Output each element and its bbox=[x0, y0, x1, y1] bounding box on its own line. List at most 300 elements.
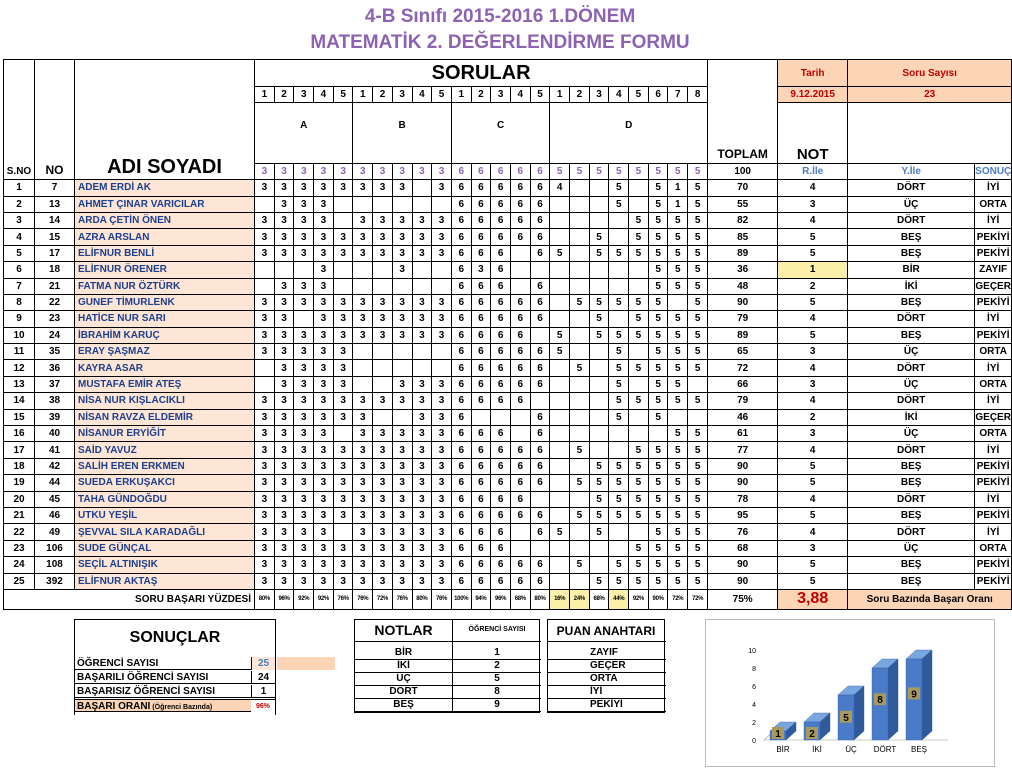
question-percent: 76% bbox=[333, 589, 353, 609]
score-cell: 3 bbox=[412, 212, 432, 228]
score-cell bbox=[609, 426, 629, 442]
student-yile: BEŞ bbox=[848, 573, 975, 589]
score-cell: 5 bbox=[589, 311, 609, 327]
score-cell bbox=[530, 540, 550, 556]
score-cell bbox=[333, 262, 353, 278]
score-cell: 3 bbox=[373, 327, 393, 343]
score-cell bbox=[412, 344, 432, 360]
score-cell: 3 bbox=[392, 294, 412, 310]
score-cell: 3 bbox=[333, 573, 353, 589]
student-result: İYİ bbox=[975, 524, 1012, 540]
puan-row: PEKİYİ bbox=[548, 699, 666, 712]
score-cell: 6 bbox=[491, 524, 511, 540]
score-cell bbox=[570, 393, 590, 409]
student-yile: BEŞ bbox=[848, 557, 975, 573]
score-cell: 6 bbox=[530, 311, 550, 327]
student-yile: ÜÇ bbox=[848, 426, 975, 442]
score-cell: 6 bbox=[491, 294, 511, 310]
student-total: 46 bbox=[708, 409, 778, 425]
score-cell bbox=[550, 393, 570, 409]
score-cell: 5 bbox=[648, 262, 668, 278]
data-label: 8 bbox=[877, 695, 883, 707]
student-total: 85 bbox=[708, 229, 778, 245]
student-sno: 21 bbox=[4, 507, 35, 523]
score-cell: 3 bbox=[314, 524, 334, 540]
score-cell: 6 bbox=[471, 229, 491, 245]
question-points: 5 bbox=[550, 163, 570, 179]
score-cell: 3 bbox=[294, 360, 314, 376]
score-cell: 6 bbox=[471, 180, 491, 196]
question-percent: 96% bbox=[491, 589, 511, 609]
score-cell: 5 bbox=[668, 540, 688, 556]
notlar-row-label: BEŞ bbox=[393, 699, 414, 710]
score-cell: 5 bbox=[550, 524, 570, 540]
score-cell: 6 bbox=[491, 360, 511, 376]
student-sno: 17 bbox=[4, 442, 35, 458]
student-rile: 5 bbox=[778, 475, 848, 491]
puan-title: PUAN ANAHTARI bbox=[556, 624, 656, 638]
score-cell: 3 bbox=[392, 311, 412, 327]
score-cell bbox=[589, 360, 609, 376]
student-rile: 3 bbox=[778, 376, 848, 392]
score-cell: 5 bbox=[648, 557, 668, 573]
score-cell: 5 bbox=[668, 442, 688, 458]
score-cell: 5 bbox=[629, 327, 649, 343]
student-result: ORTA bbox=[975, 196, 1012, 212]
score-cell: 6 bbox=[471, 524, 491, 540]
score-cell bbox=[530, 393, 550, 409]
student-no: 41 bbox=[35, 442, 75, 458]
score-cell: 5 bbox=[688, 491, 708, 507]
score-cell: 3 bbox=[392, 540, 412, 556]
score-cell: 5 bbox=[688, 212, 708, 228]
student-name: NİSA NUR KIŞLACIKLI bbox=[75, 393, 255, 409]
score-cell bbox=[392, 278, 412, 294]
table-row bbox=[4, 491, 1012, 507]
score-cell: 6 bbox=[530, 557, 550, 573]
table-row bbox=[4, 524, 1012, 540]
score-cell: 5 bbox=[589, 491, 609, 507]
student-result: ORTA bbox=[975, 344, 1012, 360]
score-cell: 5 bbox=[688, 393, 708, 409]
score-cell: 5 bbox=[688, 557, 708, 573]
score-cell: 6 bbox=[471, 327, 491, 343]
score-cell: 3 bbox=[432, 573, 452, 589]
score-cell: 3 bbox=[255, 294, 275, 310]
score-cell: 3 bbox=[314, 262, 334, 278]
header-tarih-value: 9.12.2015 bbox=[778, 87, 848, 103]
header-row-1 bbox=[4, 60, 1012, 87]
student-rile: 5 bbox=[778, 327, 848, 343]
question-percent: 76% bbox=[432, 589, 452, 609]
score-cell: 3 bbox=[353, 409, 373, 425]
score-cell bbox=[432, 196, 452, 212]
score-cell: 3 bbox=[333, 294, 353, 310]
student-rile: 5 bbox=[778, 229, 848, 245]
score-cell: 3 bbox=[333, 311, 353, 327]
score-cell bbox=[570, 344, 590, 360]
score-cell: 3 bbox=[373, 212, 393, 228]
score-cell: 5 bbox=[609, 327, 629, 343]
score-cell: 3 bbox=[314, 294, 334, 310]
score-cell: 3 bbox=[274, 442, 294, 458]
score-cell: 5 bbox=[629, 360, 649, 376]
score-cell bbox=[629, 180, 649, 196]
score-cell: 5 bbox=[668, 262, 688, 278]
score-cell: 3 bbox=[333, 540, 353, 556]
student-total: 89 bbox=[708, 245, 778, 261]
score-cell bbox=[255, 360, 275, 376]
score-cell bbox=[570, 426, 590, 442]
score-cell: 3 bbox=[373, 573, 393, 589]
score-cell: 6 bbox=[510, 212, 530, 228]
score-cell: 6 bbox=[530, 442, 550, 458]
score-cell: 6 bbox=[530, 229, 550, 245]
question-number: 5 bbox=[432, 87, 452, 103]
group-label-a: A bbox=[255, 103, 353, 147]
student-name: İBRAHİM KARUÇ bbox=[75, 327, 255, 343]
score-cell: 6 bbox=[530, 180, 550, 196]
score-cell: 3 bbox=[314, 475, 334, 491]
score-cell bbox=[530, 327, 550, 343]
header-sno: S.NO bbox=[4, 60, 35, 180]
score-cell bbox=[570, 212, 590, 228]
table-row bbox=[4, 344, 1012, 360]
student-no: 37 bbox=[35, 376, 75, 392]
score-cell bbox=[432, 278, 452, 294]
score-cell: 3 bbox=[274, 196, 294, 212]
score-cell: 5 bbox=[648, 311, 668, 327]
score-cell bbox=[570, 327, 590, 343]
score-cell: 5 bbox=[609, 507, 629, 523]
score-cell: 6 bbox=[451, 212, 471, 228]
score-cell bbox=[629, 196, 649, 212]
score-cell: 5 bbox=[629, 540, 649, 556]
header-tarih-label: Tarih bbox=[778, 60, 848, 87]
student-name: SALİH EREN ERKMEN bbox=[75, 458, 255, 474]
question-number: 2 bbox=[373, 87, 393, 103]
score-cell: 3 bbox=[274, 393, 294, 409]
student-no: 18 bbox=[35, 262, 75, 278]
table-row bbox=[4, 376, 1012, 392]
score-cell bbox=[353, 360, 373, 376]
score-cell: 3 bbox=[274, 524, 294, 540]
score-cell: 5 bbox=[648, 180, 668, 196]
student-name: ELİFNUR ÖRENER bbox=[75, 262, 255, 278]
notlar-row-value: 9 bbox=[494, 699, 500, 710]
sonuclar-row-value: 25 bbox=[251, 657, 275, 670]
score-cell: 5 bbox=[629, 229, 649, 245]
score-cell: 5 bbox=[589, 507, 609, 523]
student-rile: 5 bbox=[778, 458, 848, 474]
score-cell: 6 bbox=[471, 376, 491, 392]
student-yile: DÖRT bbox=[848, 212, 975, 228]
student-result: PEKİYİ bbox=[975, 245, 1012, 261]
score-cell: 5 bbox=[688, 311, 708, 327]
score-cell: 6 bbox=[510, 360, 530, 376]
score-cell: 5 bbox=[648, 245, 668, 261]
score-cell bbox=[491, 409, 511, 425]
score-cell bbox=[570, 278, 590, 294]
score-cell bbox=[550, 376, 570, 392]
score-cell: 5 bbox=[668, 393, 688, 409]
score-cell: 3 bbox=[314, 507, 334, 523]
score-cell: 6 bbox=[530, 507, 550, 523]
score-cell: 6 bbox=[491, 557, 511, 573]
score-cell: 5 bbox=[668, 212, 688, 228]
score-cell bbox=[589, 344, 609, 360]
student-sno: 5 bbox=[4, 245, 35, 261]
data-label: 5 bbox=[843, 712, 849, 724]
score-cell: 3 bbox=[255, 442, 275, 458]
question-number: 4 bbox=[314, 87, 334, 103]
score-cell bbox=[570, 196, 590, 212]
score-cell: 5 bbox=[609, 294, 629, 310]
score-cell: 3 bbox=[373, 507, 393, 523]
score-cell: 3 bbox=[314, 278, 334, 294]
score-cell: 3 bbox=[274, 426, 294, 442]
score-cell: 3 bbox=[353, 507, 373, 523]
student-yile: DÖRT bbox=[848, 311, 975, 327]
score-cell bbox=[550, 426, 570, 442]
student-name: UTKU YEŞİL bbox=[75, 507, 255, 523]
score-cell: 3 bbox=[412, 458, 432, 474]
student-rile: 5 bbox=[778, 245, 848, 261]
student-no: 40 bbox=[35, 426, 75, 442]
score-cell: 3 bbox=[353, 426, 373, 442]
score-cell bbox=[589, 180, 609, 196]
score-cell bbox=[570, 245, 590, 261]
group-label-d: D bbox=[550, 103, 708, 147]
score-cell bbox=[255, 278, 275, 294]
question-number: 6 bbox=[648, 87, 668, 103]
student-result: İYİ bbox=[975, 442, 1012, 458]
table-row bbox=[4, 442, 1012, 458]
score-cell: 3 bbox=[255, 491, 275, 507]
score-cell: 5 bbox=[648, 376, 668, 392]
score-cell: 5 bbox=[589, 573, 609, 589]
score-cell: 5 bbox=[609, 491, 629, 507]
student-sno: 4 bbox=[4, 229, 35, 245]
student-yile: DÖRT bbox=[848, 360, 975, 376]
score-cell: 3 bbox=[274, 507, 294, 523]
score-cell: 5 bbox=[629, 573, 649, 589]
score-cell: 3 bbox=[294, 442, 314, 458]
score-cell: 6 bbox=[491, 344, 511, 360]
footer-label: SORU BAŞARI YÜZDESİ bbox=[4, 589, 255, 609]
score-cell: 5 bbox=[609, 180, 629, 196]
score-cell bbox=[629, 278, 649, 294]
student-result: GEÇER bbox=[975, 409, 1012, 425]
score-cell: 5 bbox=[629, 442, 649, 458]
score-cell bbox=[570, 229, 590, 245]
sonuclar-row-label: BAŞARISIZ ÖĞRENCİ SAYISI bbox=[77, 686, 215, 697]
notlar-panel bbox=[354, 619, 540, 713]
score-cell: 6 bbox=[530, 278, 550, 294]
score-cell: 3 bbox=[333, 442, 353, 458]
student-total: 79 bbox=[708, 311, 778, 327]
data-label: 2 bbox=[809, 729, 815, 740]
score-cell: 3 bbox=[274, 409, 294, 425]
category-label: BİR bbox=[776, 745, 790, 754]
question-points: 3 bbox=[333, 163, 353, 179]
student-total: 90 bbox=[708, 294, 778, 310]
score-cell: 3 bbox=[294, 376, 314, 392]
score-cell: 6 bbox=[510, 196, 530, 212]
y-tick-label: 8 bbox=[752, 666, 756, 673]
score-cell: 6 bbox=[530, 360, 550, 376]
notlar-row-value: 5 bbox=[494, 673, 500, 684]
score-cell: 5 bbox=[629, 245, 649, 261]
score-cell: 3 bbox=[294, 212, 314, 228]
student-total: 90 bbox=[708, 475, 778, 491]
rate-label: BAŞARI ORANI bbox=[77, 701, 151, 712]
score-cell: 3 bbox=[353, 442, 373, 458]
student-no: 38 bbox=[35, 393, 75, 409]
student-rile: 4 bbox=[778, 491, 848, 507]
score-cell: 3 bbox=[255, 475, 275, 491]
score-cell: 3 bbox=[373, 491, 393, 507]
score-cell: 5 bbox=[570, 442, 590, 458]
score-cell bbox=[609, 229, 629, 245]
question-percent: 72% bbox=[688, 589, 708, 609]
score-cell: 3 bbox=[274, 229, 294, 245]
score-cell bbox=[392, 409, 412, 425]
score-cell: 3 bbox=[412, 442, 432, 458]
student-total: 48 bbox=[708, 278, 778, 294]
notlar-row bbox=[355, 647, 541, 660]
score-cell bbox=[373, 278, 393, 294]
question-percent: 76% bbox=[353, 589, 373, 609]
score-cell: 6 bbox=[510, 327, 530, 343]
score-cell: 5 bbox=[648, 573, 668, 589]
score-cell: 6 bbox=[530, 294, 550, 310]
score-cell: 6 bbox=[491, 376, 511, 392]
question-percent: 24% bbox=[570, 589, 590, 609]
score-cell bbox=[609, 524, 629, 540]
score-cell: 5 bbox=[629, 507, 649, 523]
sonuclar-row bbox=[74, 685, 276, 698]
score-cell: 6 bbox=[510, 376, 530, 392]
student-total: 78 bbox=[708, 491, 778, 507]
score-cell bbox=[648, 426, 668, 442]
score-cell: 3 bbox=[333, 507, 353, 523]
student-yile: BEŞ bbox=[848, 294, 975, 310]
sonuclar-rate-row bbox=[74, 699, 276, 712]
question-points: 3 bbox=[412, 163, 432, 179]
student-no: 35 bbox=[35, 344, 75, 360]
score-cell: 3 bbox=[274, 180, 294, 196]
notlar-col-header: ÖĞRENCİ SAYISI bbox=[468, 626, 526, 633]
score-cell: 3 bbox=[294, 573, 314, 589]
score-cell: 3 bbox=[432, 327, 452, 343]
score-cell: 3 bbox=[314, 245, 334, 261]
score-cell: 6 bbox=[530, 376, 550, 392]
score-cell: 6 bbox=[451, 360, 471, 376]
score-cell: 3 bbox=[373, 229, 393, 245]
score-cell: 3 bbox=[255, 327, 275, 343]
question-number: 4 bbox=[510, 87, 530, 103]
header-adi-soyadi: ADI SOYADI bbox=[75, 60, 255, 180]
score-cell: 3 bbox=[255, 344, 275, 360]
table-row bbox=[4, 212, 1012, 228]
score-cell: 5 bbox=[570, 507, 590, 523]
score-cell: 3 bbox=[392, 376, 412, 392]
score-cell: 3 bbox=[314, 540, 334, 556]
student-name: MUSTAFA EMİR ATEŞ bbox=[75, 376, 255, 392]
question-points: 3 bbox=[353, 163, 373, 179]
score-cell: 3 bbox=[353, 294, 373, 310]
question-number: 8 bbox=[688, 87, 708, 103]
student-result: ORTA bbox=[975, 540, 1012, 556]
student-sno: 23 bbox=[4, 540, 35, 556]
student-sno: 7 bbox=[4, 278, 35, 294]
score-cell bbox=[550, 573, 570, 589]
table-row bbox=[4, 540, 1012, 556]
notlar-row bbox=[355, 686, 541, 699]
score-cell: 5 bbox=[688, 360, 708, 376]
score-cell: 5 bbox=[648, 524, 668, 540]
score-cell: 3 bbox=[255, 311, 275, 327]
student-total: 61 bbox=[708, 426, 778, 442]
student-sno: 9 bbox=[4, 311, 35, 327]
score-cell: 5 bbox=[688, 426, 708, 442]
score-cell bbox=[550, 294, 570, 310]
score-cell: 5 bbox=[688, 344, 708, 360]
table-row bbox=[4, 245, 1012, 261]
score-cell: 5 bbox=[609, 196, 629, 212]
score-cell: 5 bbox=[570, 360, 590, 376]
score-cell: 6 bbox=[491, 196, 511, 212]
score-cell bbox=[353, 196, 373, 212]
score-cell bbox=[629, 524, 649, 540]
question-number: 1 bbox=[255, 87, 275, 103]
score-cell: 6 bbox=[471, 278, 491, 294]
score-cell: 3 bbox=[392, 524, 412, 540]
table-row bbox=[4, 507, 1012, 523]
score-cell: 3 bbox=[432, 376, 452, 392]
score-cell: 3 bbox=[412, 376, 432, 392]
score-cell: 3 bbox=[294, 524, 314, 540]
table-row bbox=[4, 327, 1012, 343]
score-cell: 3 bbox=[333, 360, 353, 376]
table-row bbox=[4, 360, 1012, 376]
score-cell: 6 bbox=[451, 458, 471, 474]
score-cell: 3 bbox=[274, 344, 294, 360]
score-cell: 3 bbox=[274, 491, 294, 507]
question-percent: 100% bbox=[451, 589, 471, 609]
score-cell: 3 bbox=[255, 426, 275, 442]
score-cell: 3 bbox=[274, 475, 294, 491]
score-cell bbox=[589, 262, 609, 278]
student-yile: ÜÇ bbox=[848, 196, 975, 212]
score-cell: 4 bbox=[550, 180, 570, 196]
score-cell bbox=[570, 524, 590, 540]
score-cell: 5 bbox=[609, 409, 629, 425]
score-cell: 5 bbox=[589, 294, 609, 310]
score-cell bbox=[471, 409, 491, 425]
score-cell: 5 bbox=[688, 229, 708, 245]
table-row bbox=[4, 475, 1012, 491]
score-cell: 5 bbox=[688, 180, 708, 196]
score-cell bbox=[550, 360, 570, 376]
student-rile: 1 bbox=[778, 262, 848, 278]
score-cell: 3 bbox=[373, 393, 393, 409]
score-cell: 3 bbox=[392, 262, 412, 278]
notlar-row bbox=[355, 660, 541, 673]
score-cell bbox=[589, 442, 609, 458]
student-rile: 5 bbox=[778, 294, 848, 310]
